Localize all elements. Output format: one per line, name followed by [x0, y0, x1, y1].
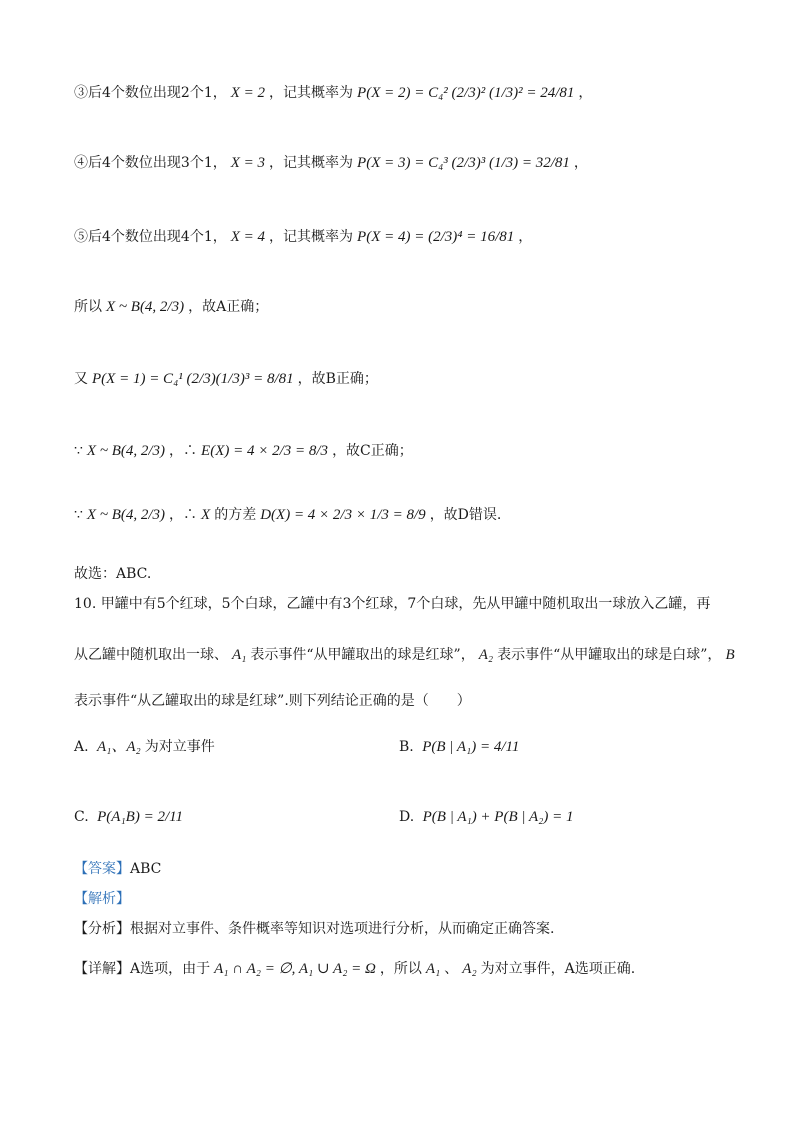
math-expression: A₂	[478, 647, 494, 663]
answer-line	[74, 858, 740, 880]
conclusion-suffix: ，故D错误.	[429, 507, 502, 523]
item-mid: ，记其概率为	[269, 229, 354, 245]
option-c	[74, 806, 187, 828]
fenxi-tag: 【分析】	[74, 921, 130, 937]
math-expression: P(A₁B) = 2/11	[97, 809, 183, 825]
question-text: 表示事件“从甲罐取出的球是红球”，	[250, 647, 475, 663]
fenxi-text: 根据对立事件、条件概率等知识对选项进行分析，从而确定正确答案.	[130, 921, 555, 937]
answer-text: ABC	[130, 861, 162, 877]
math-expression: X	[201, 507, 211, 523]
xiangjie-tag: 【详解】	[74, 961, 130, 977]
option-label: D.	[399, 809, 415, 825]
conclusion-suffix: ，故C正确；	[332, 443, 413, 459]
question-text: 表示事件“从甲罐取出的球是白球”，	[497, 647, 722, 663]
math-expression: X ~ B(4, 2/3)	[86, 507, 166, 523]
option-text: 为对立事件	[144, 739, 215, 755]
xiangjie-text: 、	[444, 961, 459, 977]
question-line-1: 10. 甲罐中有5个红球，5个白球，乙罐中有3个红球，7个白球，先从甲罐中随机取出一球放入乙罐，再	[74, 596, 711, 612]
conclusion-prefix: ∵	[74, 507, 83, 523]
item-suffix: ，	[578, 85, 593, 101]
question-line-2	[74, 644, 740, 666]
xiangjie-line	[74, 958, 740, 980]
conclusion-prefix: 所以	[74, 299, 102, 315]
option-b	[399, 736, 523, 758]
math-expression: A₂	[462, 961, 477, 977]
item-prefix: ③后4个数位出现2个1，	[74, 85, 227, 101]
math-expression: P(X = 3) = C₄³ (2/3)³ (1/3) = 32/81	[357, 155, 570, 171]
math-expression: P(X = 1) = C₄¹ (2/3)(1/3)³ = 8/81	[92, 371, 294, 387]
xiangjie-text: ，所以	[379, 961, 422, 977]
conclusion-option-c	[74, 440, 740, 462]
math-expression: E(X) = 4 × 2/3 = 8/3	[201, 443, 329, 459]
math-expression: D(X) = 4 × 2/3 × 1/3 = 8/9	[260, 507, 426, 523]
option-label: B.	[399, 739, 414, 755]
conclusion-option-d	[74, 504, 740, 526]
conclusion-suffix: ，故A正确；	[188, 299, 269, 315]
math-expression: X ~ B(4, 2/3)	[106, 299, 185, 315]
conclusion-mid: ，∴	[169, 507, 198, 523]
conclusion-suffix: ，故B正确；	[297, 371, 378, 387]
math-expression: A₁	[232, 647, 247, 663]
answer-tag: 【答案】	[74, 861, 130, 877]
solution-item-3	[74, 82, 740, 104]
math-expression: X = 3	[230, 155, 266, 171]
conclusion-prefix: 又	[74, 371, 88, 387]
item-suffix: ，	[518, 229, 533, 245]
conclusion-prefix: ∵	[74, 443, 83, 459]
choice-line: 故选：ABC.	[74, 566, 152, 582]
math-expression: X = 4	[230, 229, 266, 245]
item-mid: ，记其概率为	[269, 85, 354, 101]
question-line-3: 表示事件“从乙罐取出的球是红球”.则下列结论正确的是（ ）	[74, 693, 471, 709]
item-mid: ，记其概率为	[269, 155, 354, 171]
math-expression: B	[725, 647, 735, 663]
math-expression: A₁	[425, 961, 441, 977]
xiangjie-text: A选项，由于	[130, 961, 211, 977]
solution-item-4	[74, 152, 740, 174]
math-expression: P(X = 4) = (2/3)⁴ = 16/81	[357, 229, 515, 245]
option-a	[74, 736, 215, 758]
math-expression: P(B | A₁) = 4/11	[422, 739, 520, 755]
xiangjie-text: 为对立事件，A选项正确.	[480, 961, 636, 977]
math-expression: A₁、A₂	[97, 739, 141, 755]
question-text: 从乙罐中随机取出一球、	[74, 647, 228, 663]
math-expression: X ~ B(4, 2/3)	[86, 443, 166, 459]
analysis-tag: 【解析】	[74, 891, 130, 907]
option-label: A.	[74, 739, 89, 755]
item-suffix: ，	[573, 155, 588, 171]
solution-item-5	[74, 226, 740, 248]
fenxi-line	[74, 918, 740, 940]
math-expression: A₁ ∩ A₂ = ∅, A₁ ∪ A₂ = Ω	[214, 961, 376, 977]
analysis-line	[74, 888, 740, 910]
option-d	[399, 806, 577, 828]
conclusion-mid: ，∴	[169, 443, 198, 459]
item-prefix: ⑤后4个数位出现4个1，	[74, 229, 227, 245]
math-expression: P(B | A₁) + P(B | A₂) = 1	[422, 809, 574, 825]
conclusion-option-b	[74, 368, 740, 390]
item-prefix: ④后4个数位出现3个1，	[74, 155, 227, 171]
option-label: C.	[74, 809, 89, 825]
conclusion-distribution	[74, 296, 740, 318]
math-expression: X = 2	[230, 85, 266, 101]
math-expression: P(X = 2) = C₄² (2/3)² (1/3)² = 24/81	[357, 85, 575, 101]
conclusion-mid2: 的方差	[214, 507, 257, 523]
